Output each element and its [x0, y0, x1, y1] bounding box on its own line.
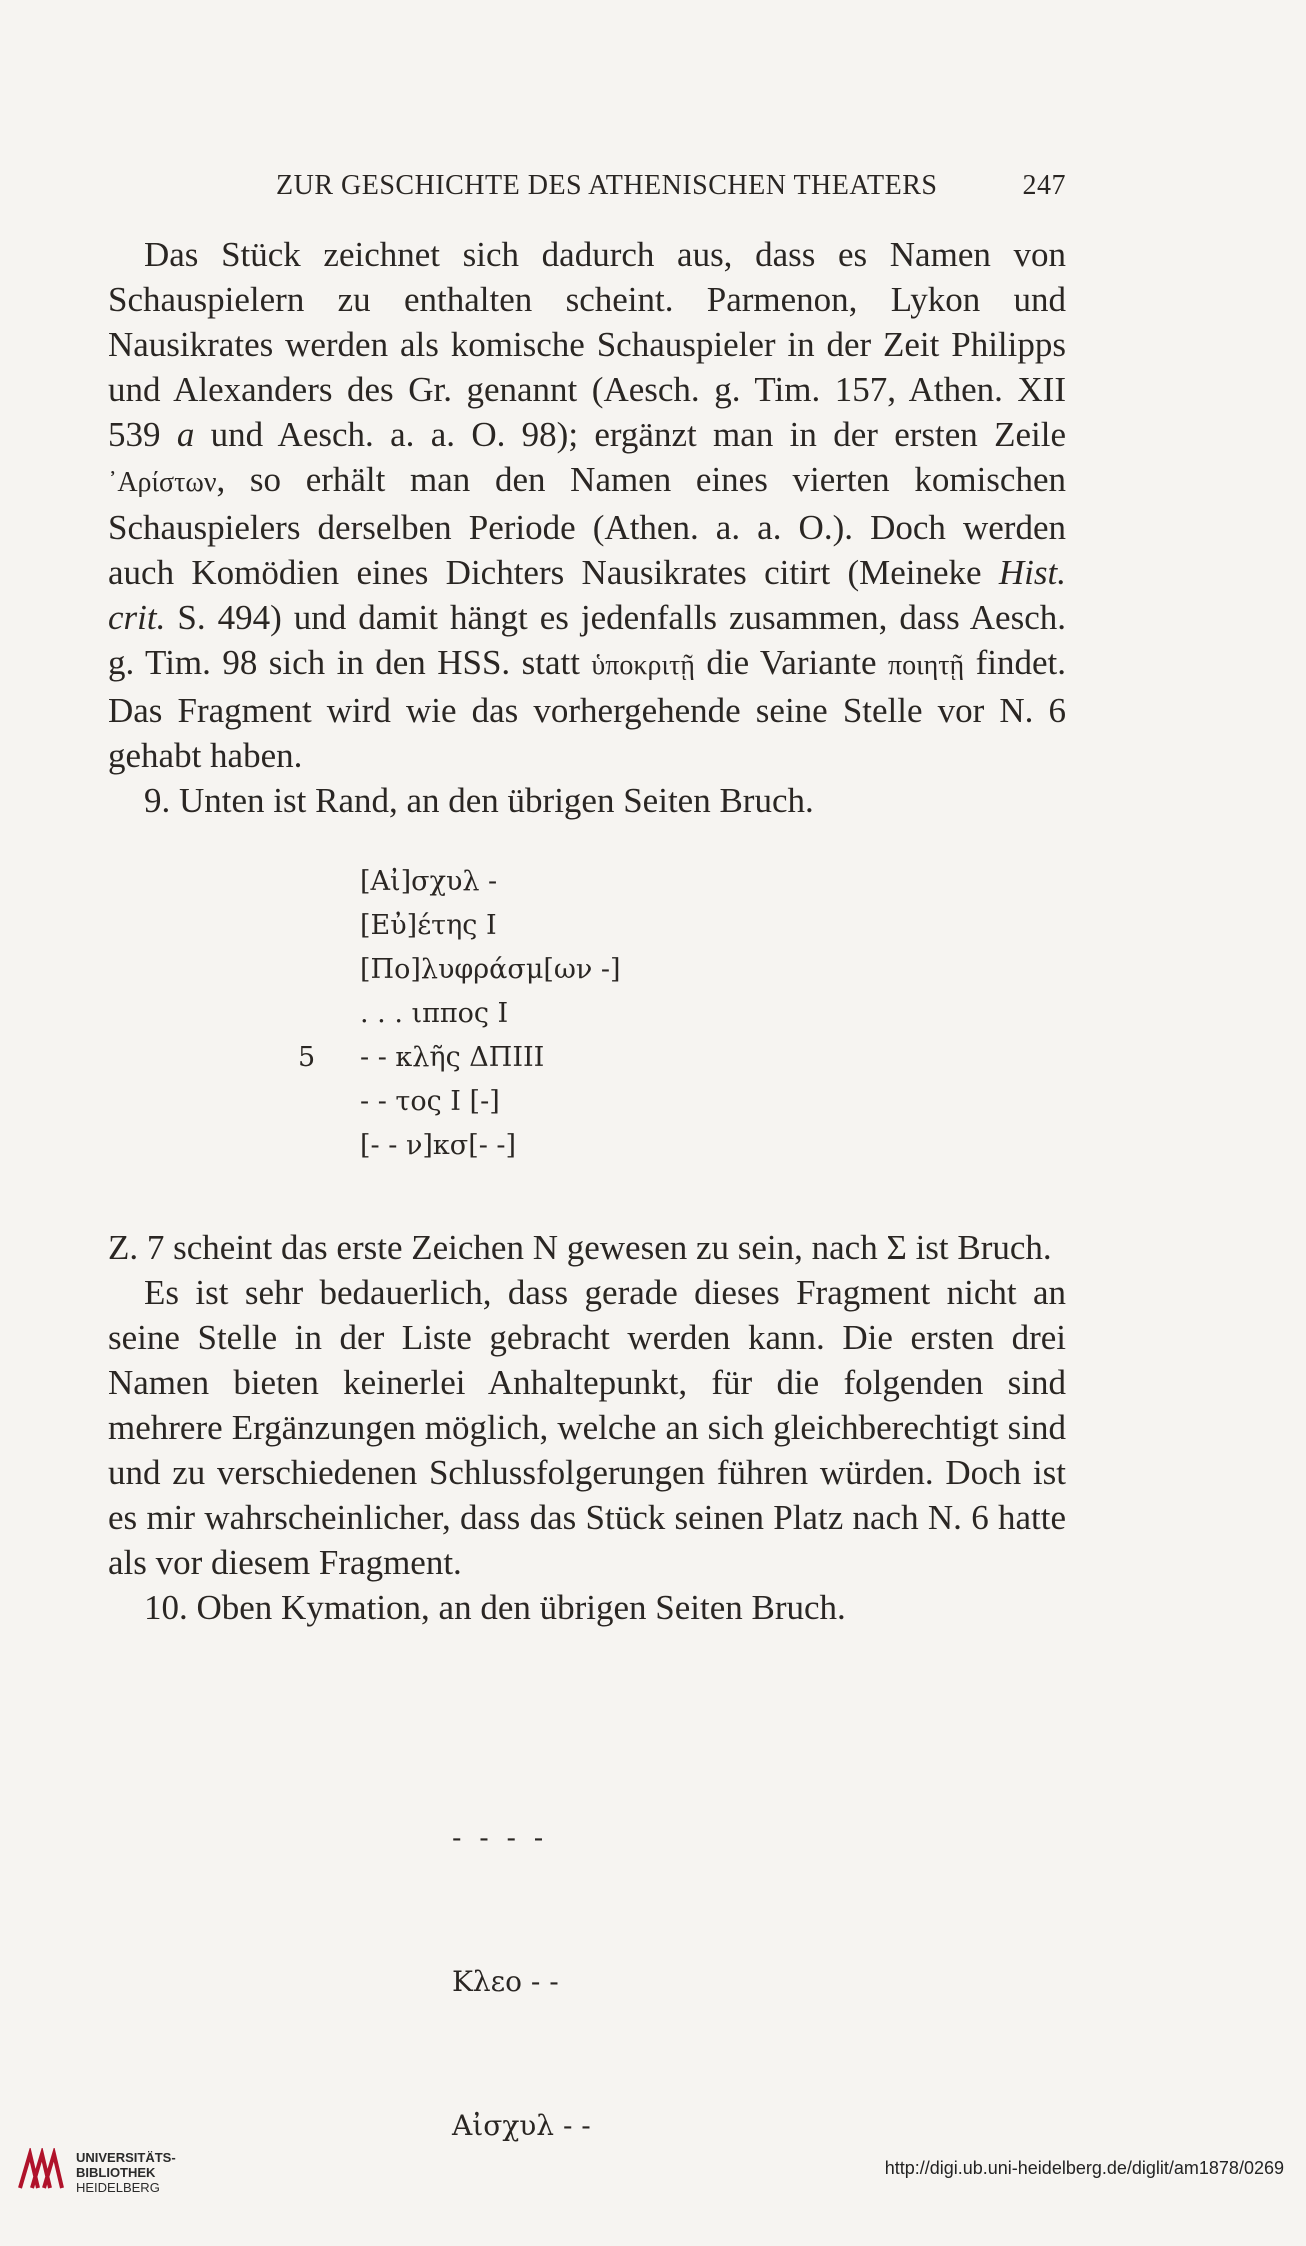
- inscription-line: Αἰσχυλ - -: [452, 2109, 591, 2142]
- inscription-line: Κλεο - -: [452, 1965, 559, 1998]
- inscription-line: - - - -: [452, 1821, 544, 1854]
- para1-text-6: findet. Das Fragment wird wie das vorhergehende seine Stelle vor N. 6 gehabt haben.: [108, 643, 1066, 775]
- inscription-line: . . . ιππος Ι: [360, 998, 509, 1029]
- footer: [0, 2130, 1306, 2198]
- greek-ariston: ᾿Αρίστων: [108, 467, 217, 498]
- library-line-1: UNIVERSITÄTS-: [76, 2150, 176, 2165]
- text-block-bottom: [108, 1225, 1066, 1630]
- library-name: [76, 2150, 176, 2195]
- para1-text-3: , so erhält man den Namen eines vierten komischen Schauspielers derselben Periode (Athen. a. a. O.). Doch werden auch Komödien eines Dichters Nausikrates citirt (Meineke: [108, 460, 1066, 592]
- inscription-line-5: [298, 1036, 621, 1080]
- line-number: 5: [298, 1042, 316, 1073]
- inscription-line: [Εὐ]έτης Ι: [360, 910, 497, 941]
- para1-text-4: S. 494) und damit hängt es jedenfalls zusammen, dass Aesch. g. Tim. 98 sich in den HSS. statt: [108, 598, 1066, 682]
- para1-text-1: Das Stück zeichnet sich dadurch aus, dass es Namen von Schauspielern zu enthalten scheint. Parmenon, Lykon und Nausikrates werden als komische Schauspieler in der Zeit Philipps und Alexanders des Gr. genannt (Aesch. g. Tim. 157, Athen. XII 539: [108, 235, 1066, 454]
- source-url[interactable]: http://digi.ub.uni-heidelberg.de/diglit/am1878/0269: [884, 2158, 1284, 2178]
- inscription-line-text: - - κλῆς ΔΠΙΙΙ: [360, 1042, 545, 1073]
- page-number: 247: [1022, 170, 1066, 201]
- italic-a: a: [176, 415, 195, 454]
- inscription-line: [- - ν]κσ[- -]: [360, 1130, 517, 1161]
- paragraph-5: 10. Oben Kymation, an den übrigen Seiten Bruch.: [144, 1588, 846, 1627]
- library-line-2: BIBLIOTHEK: [76, 2165, 156, 2180]
- inscription-line: [Αἰ]σχυλ -: [360, 866, 498, 897]
- inscription-line: - - τος Ι [-]: [360, 1086, 500, 1117]
- para1-text-2: und Aesch. a. a. O. 98); ergänzt man in der ersten Zeile: [194, 415, 1067, 454]
- inscription-line: [Πο]λυφράσμ[ων -]: [360, 954, 621, 985]
- paragraph-4: Es ist sehr bedauerlich, dass gerade dieses Fragment nicht an seine Stelle in der Liste gebracht werden kann. Die ersten drei Namen bieten keinerlei Anhaltepunkt, für die folgenden sind mehrere Ergänzungen möglich, welche an sich gleichberechtigt sind und zu verschiedenen Schlussfolgerungen führen würden. Doch ist es mir wahrscheinlicher, dass das Stück seinen Platz nach N. 6 hatte als vor diesem Fragment.: [108, 1273, 1066, 1582]
- paragraph-1: [108, 232, 1066, 778]
- italic-hist-crit: Hist. crit.: [108, 553, 1066, 637]
- inscription-9: [298, 860, 621, 1168]
- text-block-top: [108, 232, 1066, 823]
- para1-text-5: die Variante: [694, 643, 888, 682]
- paragraph-2: 9. Unten ist Rand, an den übrigen Seiten Bruch.: [144, 781, 814, 820]
- greek-poiete: ποιητῇ: [887, 650, 965, 681]
- library-line-3: HEIDELBERG: [76, 2180, 160, 2195]
- paragraph-3: Z. 7 scheint das erste Zeichen N gewesen zu sein, nach Σ ist Bruch.: [108, 1228, 1052, 1267]
- running-head-title: ZUR GESCHICHTE DES ATHENISCHEN THEATERS: [276, 170, 938, 201]
- greek-hypokrite: ὑποκριτῇ: [591, 650, 695, 681]
- library-logo-icon: [14, 2148, 66, 2196]
